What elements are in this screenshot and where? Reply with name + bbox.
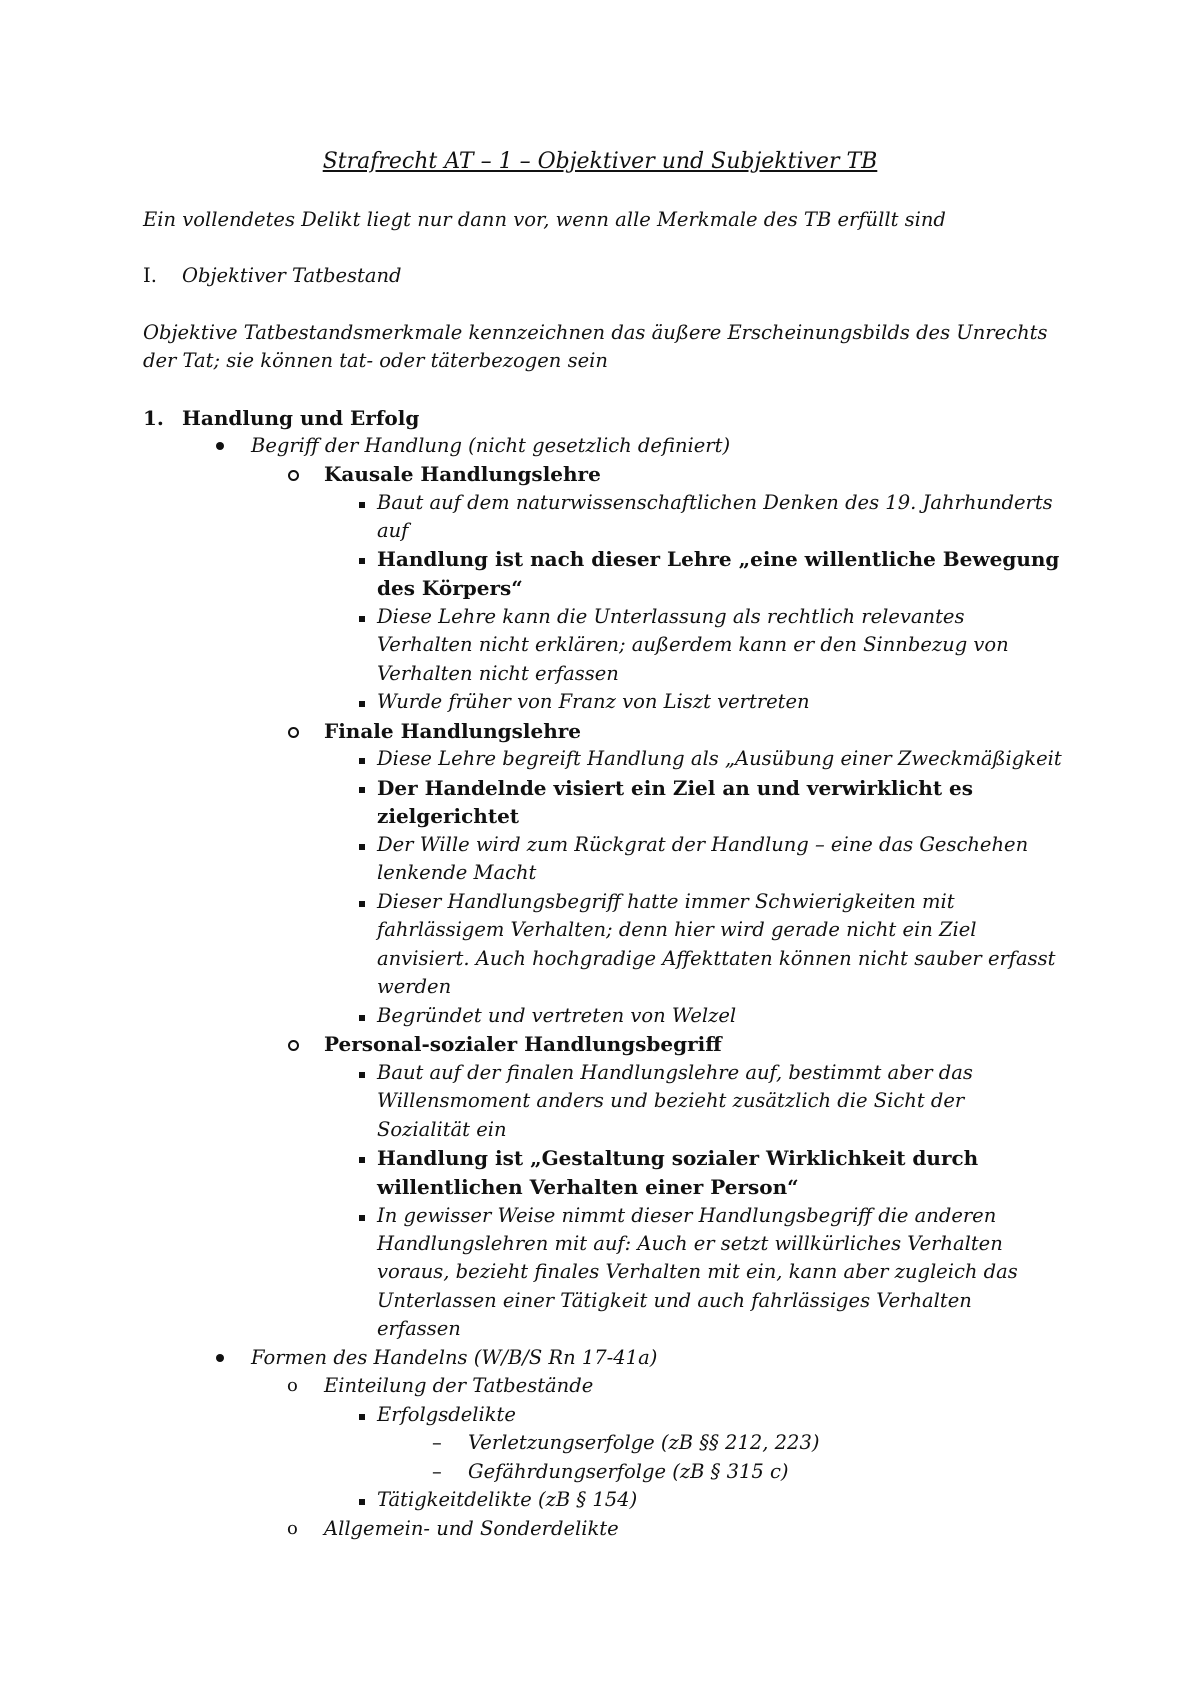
list-item-continuation: fahrlässigem Verhalten; denn hier wird gerade nicht ein Ziel <box>377 918 977 941</box>
list-item: Einteilung der Tatbestände <box>324 1374 594 1397</box>
square-bullet-icon <box>359 1215 365 1221</box>
list-item: Wurde früher von Franz von Liszt vertreten <box>377 690 810 713</box>
list-item: In gewisser Weise nimmt dieser Handlungsbegriff die anderen <box>377 1204 997 1227</box>
list-item: Dieser Handlungsbegriff hatte immer Schwierigkeiten mit <box>377 890 955 913</box>
subsection-number: 1. <box>143 406 164 430</box>
list-item: Baut auf der finalen Handlungslehre auf, bestimmt aber das <box>377 1061 973 1084</box>
list-item-continuation: Handlungslehren mit auf: Auch er setzt willkürliches Verhalten <box>377 1232 1003 1255</box>
list-item: Gefährdungserfolge (zB § 315 c) <box>468 1460 789 1483</box>
list-item: Handlung ist „Gestaltung sozialer Wirklichkeit durch <box>377 1146 979 1170</box>
circle-bullet-icon <box>288 1040 299 1051</box>
list-item-continuation: des Körpers“ <box>377 576 523 600</box>
square-bullet-icon <box>359 1157 365 1163</box>
list-item: Tätigkeitdelikte (zB § 154) <box>377 1488 638 1511</box>
dash-bullet-icon: – <box>432 1431 442 1454</box>
circle-bullet-icon <box>288 470 299 481</box>
paragraph-line: der Tat; sie können tat- oder täterbezogen sein <box>143 349 608 372</box>
square-bullet-icon <box>359 502 365 508</box>
list-item-continuation: Verhalten nicht erklären; außerdem kann er den Sinnbezug von <box>377 633 1009 656</box>
list-item-continuation: Willensmoment anders und bezieht zusätzlich die Sicht der <box>377 1089 965 1112</box>
bullet-icon <box>216 1354 224 1362</box>
list-item-heading: Personal-sozialer Handlungsbegriff <box>324 1032 722 1056</box>
square-bullet-icon <box>359 1414 365 1420</box>
circle-bullet-icon <box>288 727 299 738</box>
list-item: Formen des Handelns (W/B/S Rn 17-41a) <box>251 1346 658 1369</box>
dash-bullet-icon: – <box>432 1460 442 1483</box>
list-item: Handlung ist nach dieser Lehre „eine willentliche Bewegung <box>377 547 1060 571</box>
subsection-heading: Handlung und Erfolg <box>182 406 420 430</box>
list-item: Allgemein- und Sonderdelikte <box>324 1517 619 1540</box>
list-item-heading: Finale Handlungslehre <box>324 719 582 743</box>
bullet-icon <box>216 442 224 450</box>
square-bullet-icon <box>359 1072 365 1078</box>
list-item: Der Handelnde visiert ein Ziel an und verwirklicht es <box>377 776 974 800</box>
circle-bullet-icon: o <box>287 1518 298 1539</box>
list-item-continuation: anvisiert. Auch hochgradige Affekttaten können nicht sauber erfasst <box>377 947 1056 970</box>
list-item-continuation: werden <box>377 975 452 998</box>
list-item-heading: Kausale Handlungslehre <box>324 462 601 486</box>
square-bullet-icon <box>359 844 365 850</box>
square-bullet-icon <box>359 616 365 622</box>
square-bullet-icon <box>359 1499 365 1505</box>
list-item-continuation: erfassen <box>377 1317 461 1340</box>
document-title: Strafrecht AT – 1 – Objektiver und Subjektiver TB <box>322 149 878 174</box>
list-item-continuation: Verhalten nicht erfassen <box>377 662 619 685</box>
list-item-continuation: lenkende Macht <box>377 861 537 884</box>
list-item-continuation: auf <box>377 519 409 542</box>
list-item-continuation: Sozialität ein <box>377 1118 507 1141</box>
square-bullet-icon <box>359 558 365 564</box>
list-item: Begründet und vertreten von Welzel <box>377 1004 737 1027</box>
list-item: Diese Lehre kann die Unterlassung als rechtlich relevantes <box>377 605 965 628</box>
list-item: Begriff der Handlung (nicht gesetzlich definiert) <box>251 434 731 457</box>
square-bullet-icon <box>359 1015 365 1021</box>
section-number: I. <box>143 264 157 287</box>
circle-bullet-icon: o <box>287 1375 298 1396</box>
square-bullet-icon <box>359 901 365 907</box>
list-item: Verletzungserfolge (zB §§ 212, 223) <box>468 1431 820 1454</box>
list-item: Diese Lehre begreift Handlung als „Ausübung einer Zweckmäßigkeit <box>377 747 1062 770</box>
list-item: Erfolgsdelikte <box>377 1403 516 1426</box>
square-bullet-icon <box>359 701 365 707</box>
list-item-continuation: zielgerichtet <box>377 804 520 828</box>
list-item: Der Wille wird zum Rückgrat der Handlung – eine das Geschehen <box>377 833 1029 856</box>
list-item-continuation: willentlichen Verhalten einer Person“ <box>377 1175 799 1199</box>
square-bullet-icon <box>359 787 365 793</box>
list-item-continuation: voraus, bezieht finales Verhalten mit ein, kann aber zugleich das <box>377 1260 1018 1283</box>
intro-text: Ein vollendetes Delikt liegt nur dann vor, wenn alle Merkmale des TB erfüllt sind <box>143 208 946 231</box>
list-item-continuation: Unterlassen einer Tätigkeit und auch fahrlässiges Verhalten <box>377 1289 972 1312</box>
section-heading: Objektiver Tatbestand <box>182 264 402 287</box>
list-item: Baut auf dem naturwissenschaftlichen Denken des 19. Jahrhunderts <box>377 491 1053 514</box>
square-bullet-icon <box>359 758 365 764</box>
paragraph-line: Objektive Tatbestandsmerkmale kennzeichnen das äußere Erscheinungsbilds des Unrechts <box>143 321 1048 344</box>
